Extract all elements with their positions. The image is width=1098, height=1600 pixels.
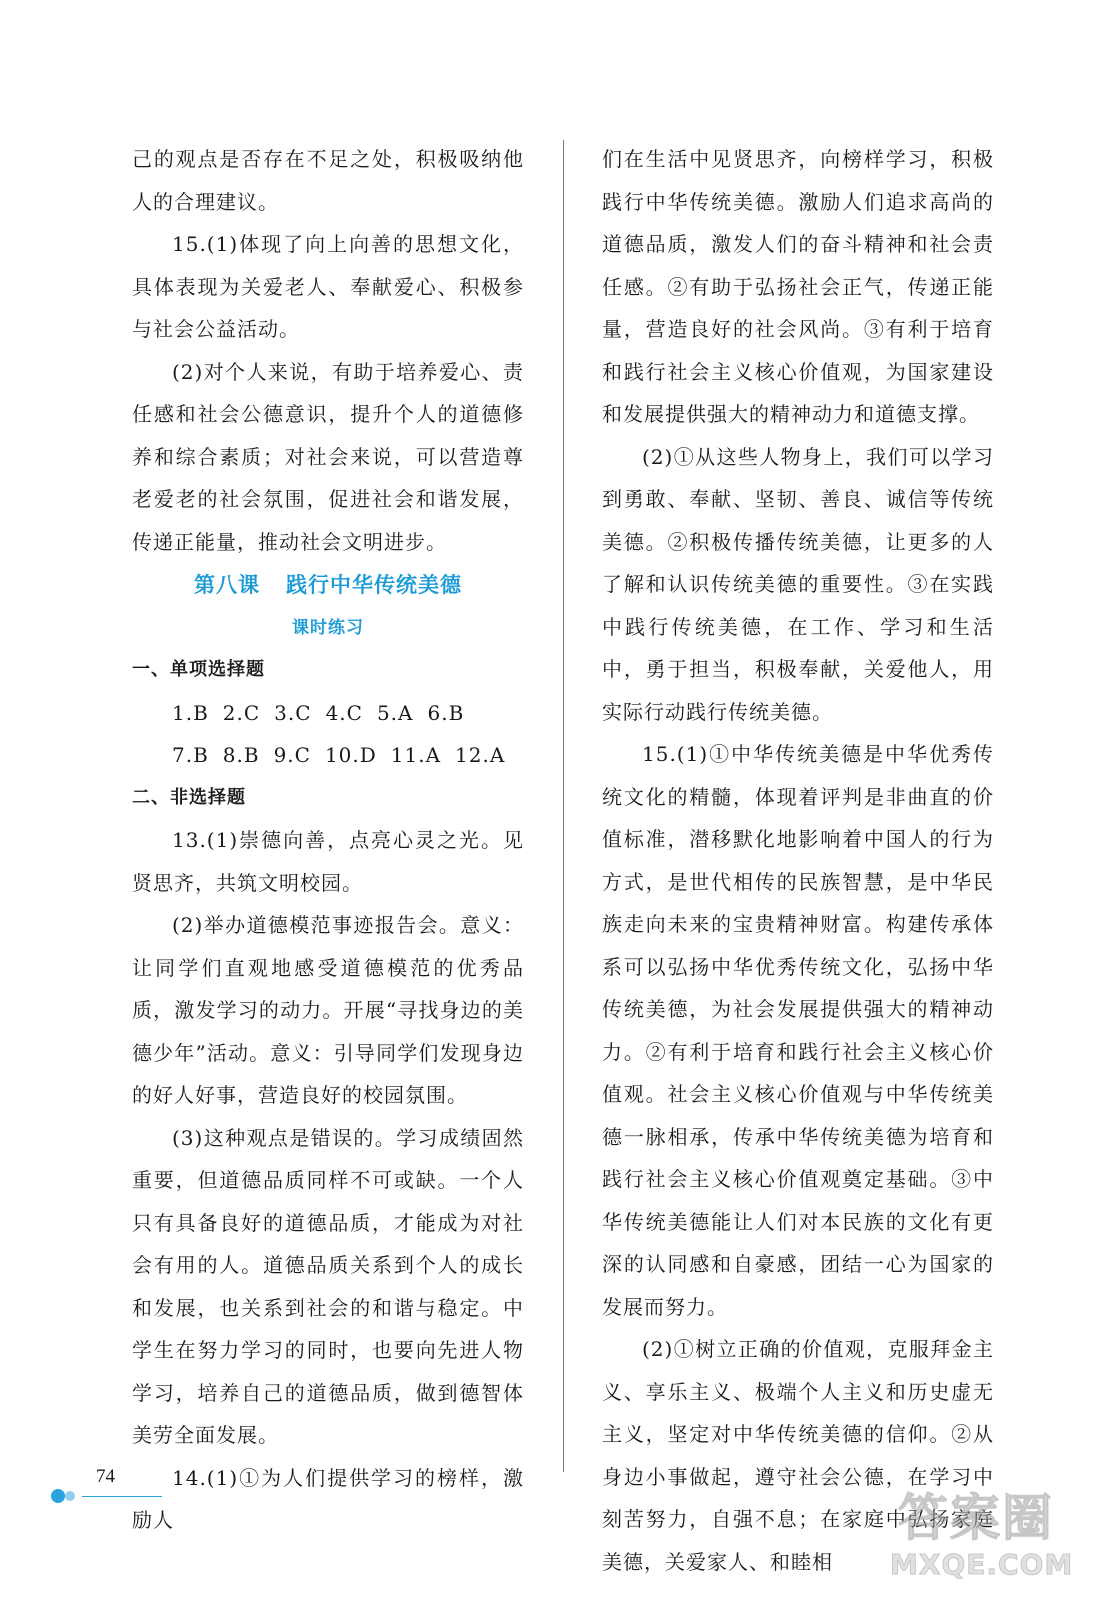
answers-row-1 bbox=[132, 692, 524, 735]
answer-14-2: (2)①从这些人物身上，我们可以学习到勇敢、奉献、坚韧、善良、诚信等传统美德。②积极传播传统美德，让更多的人了解和认识传统美德的重要性。③在实践中践行传统美德，在工作、学习和生活中，勇于担当，积极奉献，关爱他人，用实际行动践行传统美德。 bbox=[602, 444, 994, 724]
answer-item: 11.A bbox=[390, 743, 442, 767]
answer-13-2: (2)举办道德模范事迹报告会。意义：让同学们直观地感受道德模范的优秀品质，激发学习的动力。开展“寻找身边的美德少年”活动。意义：引导同学们发现身边的好人好事，营造良好的校园氛围。 bbox=[132, 913, 524, 1107]
answer-15-2-right: (2)①树立正确的价值观，克服拜金主义、享乐主义、极端个人主义和历史虚无主义，坚定对中华传统美德的信仰。②从身边小事做起，遵守社会公德，在学习中刻苦努力，自强不息；在家庭中弘扬家庭美德，关爱家人、和睦相 bbox=[602, 1337, 994, 1574]
answer-item: 2.C bbox=[222, 700, 261, 725]
watermark-logo bbox=[880, 1478, 1080, 1590]
column-divider bbox=[563, 140, 564, 1472]
watermark-text: 答案圈 bbox=[898, 1489, 1054, 1547]
answer-item: 4.C bbox=[325, 700, 363, 725]
answers-row-2 bbox=[132, 734, 524, 777]
section-heading-single-choice: 一、单项选择题 bbox=[132, 659, 265, 680]
answer-item: 12.A bbox=[455, 743, 506, 767]
lesson-number: 第八课 bbox=[194, 573, 260, 597]
answer-15-2: (2)对个人来说，有助于培养爱心、责任感和社会公德意识，提升个人的道德修养和综合素质；对社会来说，可以营造尊老爱老的社会氛围，促进社会和谐发展，传递正能量，推动社会文明进步。 bbox=[132, 359, 524, 554]
answer-15-1-right: 15.(1)①中华传统美德是中华优秀传统文化的精髓，体现着评判是非曲直的价值标准，潜移默化地影响着中国人的行为方式，是世代相传的民族智慧，是中华民族走向未来的宝贵精神财富。构建传承体系可以弘扬中华优秀传统文化，弘扬中华传统美德，为社会发展提供强大的精神动力。②有利于培育和践行社会主义核心价值观。社会主义核心价值观与中华传统美德一脉相承，传承中华传统美德为培育和践行社会主义核心价值观奠定基础。③中华传统美德能让人们对本民族的文化有更深的认同感和自豪感，团结一心为国家的发展而努力。 bbox=[602, 742, 994, 1319]
answer-item: 7.B bbox=[172, 743, 209, 767]
right-column bbox=[602, 138, 994, 1583]
answer-item: 8.B bbox=[222, 743, 260, 767]
bubbles-icon bbox=[50, 1486, 84, 1506]
answer-item: 9.C bbox=[273, 743, 311, 767]
answer-15-1: 15.(1)体现了向上向善的思想文化，具体表现为关爱老人、奉献爱心、积极参与社会公益活动。 bbox=[132, 232, 524, 341]
page-number: 74 bbox=[96, 1466, 115, 1487]
watermark-url: MXQE.COM bbox=[890, 1548, 1074, 1581]
lesson-name: 践行中华传统美德 bbox=[286, 573, 462, 597]
lesson-title bbox=[132, 563, 524, 607]
section-heading-non-choice: 二、非选择题 bbox=[132, 786, 246, 808]
section-subtitle: 课时练习 bbox=[292, 618, 364, 638]
answer-13-1: 13.(1)崇德向善，点亮心灵之光。见贤思齐，共筑文明校园。 bbox=[132, 828, 524, 895]
footer-rule bbox=[82, 1496, 162, 1497]
left-paragraph-continued: 己的观点是否存在不足之处，积极吸纳他人的合理建议。 bbox=[132, 147, 524, 214]
answer-item: 1.B bbox=[172, 700, 209, 725]
answer-14-1: 14.(1)①为人们提供学习的榜样，激励人 bbox=[132, 1465, 524, 1532]
right-paragraph-continued: 们在生活中见贤思齐，向榜样学习，积极践行中华传统美德。激励人们追求高尚的道德品质，激发人们的奋斗精神和社会责任感。②有助于弘扬社会正气，传递正能量，营造良好的社会风尚。③有利于培育和践行社会主义核心价值观，为国家建设和发展提供强大的精神动力和道德支撑。 bbox=[602, 147, 994, 426]
answer-item: 3.C bbox=[274, 700, 312, 725]
answer-item: 6.B bbox=[427, 700, 465, 725]
answer-13-3: (3)这种观点是错误的。学习成绩固然重要，但道德品质同样不可或缺。一个人只有具备良好的道德品质，才能成为对社会有用的人。道德品质关系到个人的成长和发展，也关系到社会的和谐与稳定。中学生在努力学习的同时，也要向先进人物学习，培养自己的道德品质，做到德智体美劳全面发展。 bbox=[132, 1125, 524, 1447]
left-column bbox=[132, 138, 524, 1542]
answer-item: 5.A bbox=[376, 700, 414, 725]
answer-item: 10.D bbox=[324, 743, 377, 767]
